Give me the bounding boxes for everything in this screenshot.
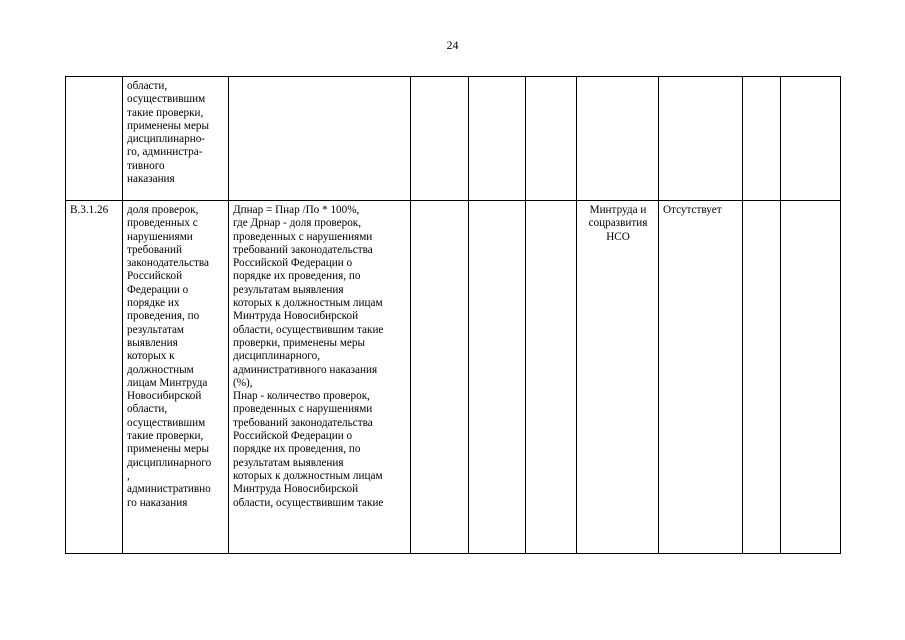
cell-source: Отсутствует: [659, 201, 743, 554]
cell-formula: Дпнар = Пнар /По * 100%, где Дрнар - доля проверок, проведенных с нарушениями требований законодательства Российской Федерации о порядке их проведения, по результатам выявления которых к должностным лицам Минтруда Новосибирской области, осуществившим такие проверки, применены меры дисциплинарного, административного наказания (%), Пнар - количество проверок, проведенных с нарушениями требований законодательства Российской Федерации о порядке их проведения, по результатам выявления которых к должностным лицам Минтруда Новосибирской области, осуществившим такие: [229, 201, 411, 554]
cell-value-3: [526, 77, 577, 201]
cell-value-3: [526, 201, 577, 554]
cell-value-4: [743, 77, 781, 201]
cell-source: [659, 77, 743, 201]
cell-indicator-name: области, осуществившим такие проверки, применены меры дисциплинарно- го, администра- тивного наказания: [123, 77, 229, 201]
cell-value-2: [469, 77, 526, 201]
page-number: 24: [446, 38, 459, 52]
cell-code: В.3.1.26: [66, 201, 123, 554]
cell-value-4: [743, 201, 781, 554]
cell-indicator-name: доля проверок, проведенных с нарушениями требований законодательства Российской Федерации о порядке их проведения, по результатам выявления которых к должностным лицам Минтруда Новосибирской области, осуществившим такие проверки, применены меры дисциплинарного , административно го наказания: [123, 201, 229, 554]
cell-responsible: [577, 77, 659, 201]
cell-responsible: Минтруда и соцразвития НСО: [577, 201, 659, 554]
indicator-table: [65, 76, 841, 554]
cell-code: [66, 77, 123, 201]
table-row: [66, 201, 841, 554]
cell-value-5: [781, 201, 841, 554]
table-row: [66, 77, 841, 201]
cell-value-1: [411, 201, 469, 554]
cell-value-1: [411, 77, 469, 201]
cell-value-2: [469, 201, 526, 554]
cell-value-5: [781, 77, 841, 201]
cell-formula: [229, 77, 411, 201]
